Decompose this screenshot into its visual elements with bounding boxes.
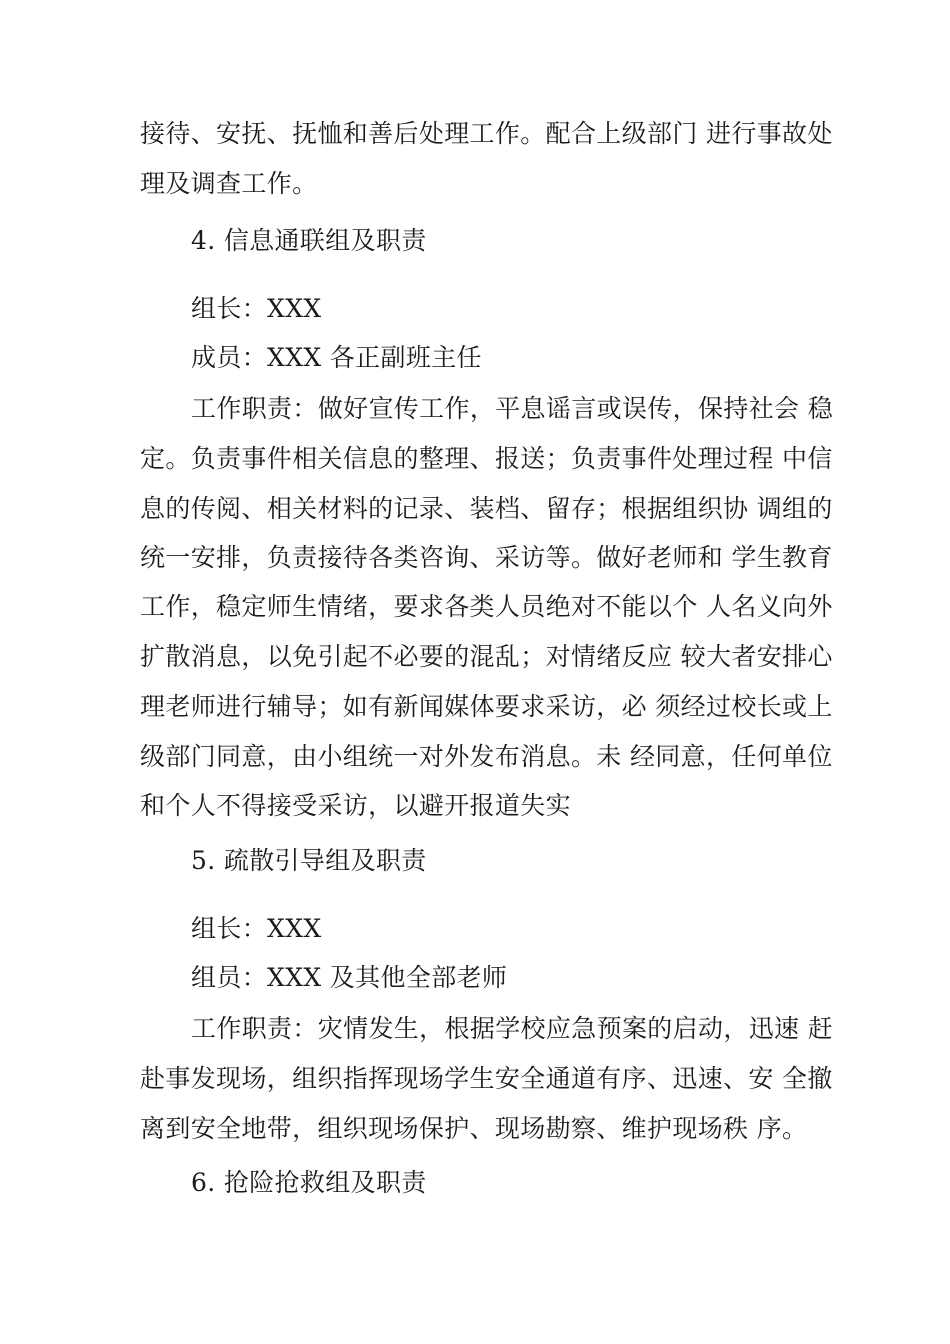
- body-text-line: 扩散消息，以免引起不必要的混乱；对情绪反应 较大者安排心: [140, 642, 833, 671]
- body-text-line: 和个人不得接受采访，以避开报道失实: [140, 791, 571, 820]
- section-heading-4: 4. 信息通联组及职责: [191, 226, 427, 255]
- body-text-line: 定。负责事件相关信息的整理、报送；负责事件处理过程 中信: [140, 444, 833, 473]
- duties-paragraph-line: 工作职责：灾情发生，根据学校应急预案的启动，迅速 赶: [191, 1014, 834, 1043]
- section-heading-5: 5. 疏散引导组及职责: [191, 846, 427, 875]
- body-text-line: 接待、安抚、抚恤和善后处理工作。配合上级部门 进行事故处: [140, 119, 833, 148]
- body-text-line: 统一安排，负责接待各类咨询、采访等。做好老师和 学生教育: [140, 543, 833, 572]
- body-text-line: 离到安全地带，组织现场保护、现场勘察、维护现场秩 序。: [140, 1114, 808, 1143]
- body-text-line: 理老师进行辅导；如有新闻媒体要求采访，必 须经过校长或上: [140, 692, 833, 721]
- body-text-line: 工作，稳定师生情绪，要求各类人员绝对不能以个 人名义向外: [140, 592, 833, 621]
- group-leader-line: 组长：XXX: [191, 294, 322, 323]
- group-leader-line: 组长：XXX: [191, 914, 322, 943]
- body-text-line: 息的传阅、相关材料的记录、装档、留存；根据组织协 调组的: [140, 494, 833, 523]
- section-heading-6: 6. 抢险抢救组及职责: [191, 1168, 427, 1197]
- body-text-line: 赴事发现场，组织指挥现场学生安全通道有序、迅速、安 全撤: [140, 1064, 833, 1093]
- duties-paragraph-line: 工作职责：做好宣传工作，平息谣言或误传，保持社会 稳: [191, 394, 834, 423]
- group-members-line: 组员：XXX 及其他全部老师: [191, 963, 508, 992]
- body-text-line: 理及调查工作。: [140, 169, 318, 198]
- group-members-line: 成员：XXX 各正副班主任: [191, 343, 482, 372]
- body-text-line: 级部门同意，由小组统一对外发布消息。未 经同意，任何单位: [140, 742, 833, 771]
